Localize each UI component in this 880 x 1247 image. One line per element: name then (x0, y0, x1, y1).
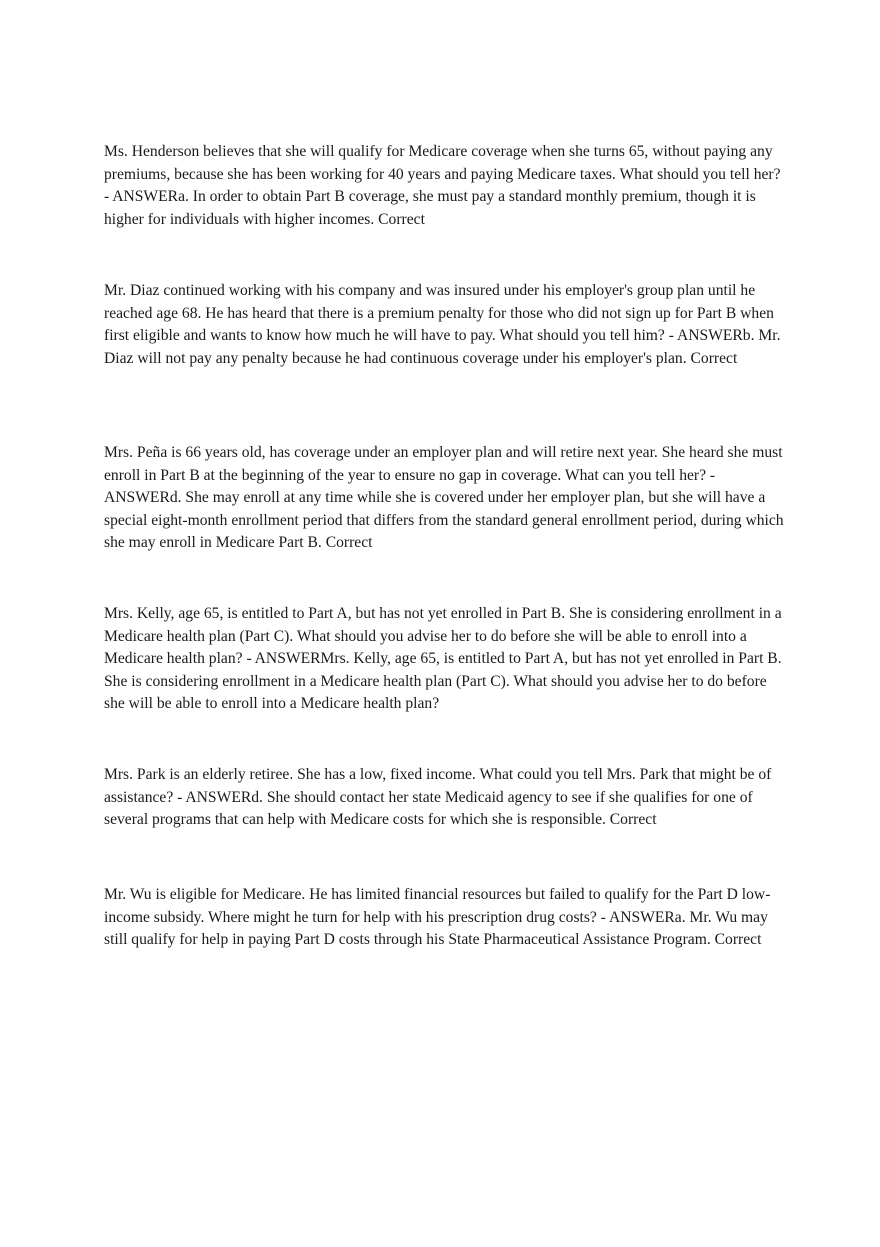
qa-entry-pena: Mrs. Peña is 66 years old, has coverage under an employer plan and will retire next year. She heard she must enroll in Part B at the beginning of the year to ensure no gap in coverage. What can you tell her? - ANSWERd. She may enroll at any time while she is covered under her employer plan, but she will have a special eight-month enrollment period that differs from the standard general enrollment period, during which she may enroll in Medicare Part B. Correct (104, 444, 784, 552)
qa-entry-park: Mrs. Park is an elderly retiree. She has a low, fixed income. What could you tell Mrs. Park that might be of assistance? - ANSWERd. She should contact her state Medicaid agency to see if she qualifies for one of several programs that can help with Medicare costs for which she is responsible. Correct (104, 766, 772, 829)
qa-entry-wu: Mr. Wu is eligible for Medicare. He has limited financial resources but failed to qualify for the Part D low-income subsidy. Where might he turn for help with his prescription drug costs? - ANSWERa. Mr. Wu may still qualify for help in paying Part D costs through his State Pharmaceutical Assistance Program. Correct (104, 886, 771, 949)
qa-entry-diaz: Mr. Diaz continued working with his company and was insured under his employer's group plan until he reached age 68. He has heard that there is a premium penalty for those who did not sign up for Part B when first eligible and wants to know how much he will have to pay. What should you tell him? - ANSWERb. Mr. Diaz will not pay any penalty because he had continuous coverage under his employer's plan. Correct (104, 282, 781, 367)
qa-entry-henderson: Ms. Henderson believes that she will qualify for Medicare coverage when she turns 65, without paying any premiums, because she has been working for 40 years and paying Medicare taxes. What should you tell her? - ANSWERa. In order to obtain Part B coverage, she must pay a standard monthly premium, though it is higher for individuals with higher incomes. Correct (104, 143, 781, 228)
qa-entry-kelly: Mrs. Kelly, age 65, is entitled to Part A, but has not yet enrolled in Part B. She is considering enrollment in a Medicare health plan (Part C). What should you advise her to do before she will be able to enroll into a Medicare health plan? - ANSWERMrs. Kelly, age 65, is entitled to Part A, but has not yet enrolled in Part B. She is considering enrollment in a Medicare health plan (Part C). What should you advise her to do before she will be able to enroll into a Medicare health plan? (104, 605, 782, 713)
